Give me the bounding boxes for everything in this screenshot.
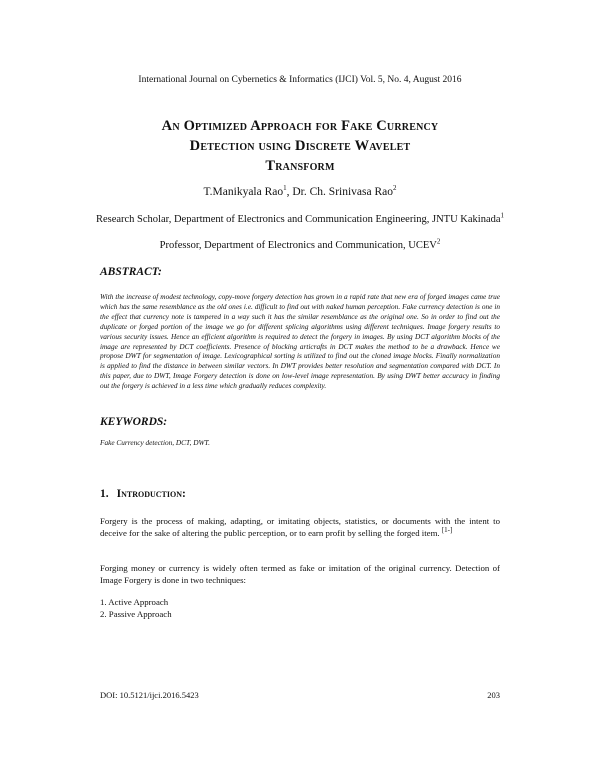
author-2-affiliation-mark: 2 bbox=[393, 184, 397, 193]
intro-paragraph-2: Forging money or currency is widely often termed as fake or imitation of the original currency. Detection of Image Forgery is done in two techniques: bbox=[100, 563, 500, 585]
title-line-1: An Optimized Approach for Fake Currency bbox=[161, 118, 439, 134]
title-line-3: Transform bbox=[265, 158, 335, 174]
page-number: 203 bbox=[487, 690, 500, 700]
section-number: 1. bbox=[100, 488, 109, 500]
approach-list bbox=[100, 597, 500, 620]
paper-title bbox=[60, 116, 540, 176]
list-item: 2. Passive Approach bbox=[100, 608, 172, 619]
title-line-2: Detection using Discrete Wavelet bbox=[189, 138, 411, 154]
affiliation-1-mark: 1 bbox=[500, 211, 505, 220]
keywords-heading: KEYWORDS: bbox=[100, 416, 168, 428]
affiliation-2-text: Professor, Department of Electronics and Communication, UCEV bbox=[159, 240, 437, 251]
affiliation-2 bbox=[90, 239, 510, 252]
intro-paragraph-1-text: Forgery is the process of making, adapting, or imitating objects, statistics, or documents with the intent to deceive for the sake of altering the public perception, or to earn profit by selling the forged item. bbox=[100, 516, 500, 538]
affiliation-1-text: Research Scholar, Department of Electronics and Communication Engineering, JNTU Kakinada bbox=[95, 214, 501, 225]
intro-paragraph-1 bbox=[100, 516, 500, 539]
author-1: T.Manikyala Rao bbox=[203, 186, 284, 198]
list-item: 1. Active Approach bbox=[100, 597, 169, 607]
citation-ref: [1-] bbox=[441, 525, 453, 534]
abstract-heading: ABSTRACT: bbox=[100, 266, 162, 278]
author-2: Dr. Ch. Srinivasa Rao bbox=[292, 186, 393, 198]
journal-header: International Journal on Cybernetics & Informatics (IJCI) Vol. 5, No. 4, August 2016 bbox=[138, 75, 462, 85]
footer-doi: DOI: 10.5121/ijci.2016.5423 bbox=[100, 690, 199, 700]
keywords-body: Fake Currency detection, DCT, DWT. bbox=[100, 438, 210, 447]
author-1-affiliation-mark: 1 bbox=[283, 184, 287, 193]
author-separator: , bbox=[286, 186, 293, 198]
affiliation-2-mark: 2 bbox=[436, 237, 441, 246]
abstract-body: With the increase of modest technology, copy-move forgery detection has grown in a rapid rate that new era of forged images came true which has the same resemblance as the old ones i.e. difficult to find out with naked human perception. Fake currency detection is one in the effect that currency note is tampered in a way such it has the similar resemblance as the original one. So in order to find out the duplicate or forged portion of the image we go for different splicing algorithms using different techniques. Image forgery results to various security issues. Hence an efficient algorithm is required to detect the forgery in images. By using DCT algorithm blocks of the image are represented by DCT coefficients. Presence of blocking articrafts in DCT makes the method to be a drawback. Hence we propose DWT for segmentation of image. Lexicographical sorting is utilized to find out the cloned image blocks. Finally normalization is applied to find the distance in between similar vectors. In DWT provides better resolution and segmentation compared with DCT. In this paper, due to DWT, Image Forgery detection is done on low-level image representation. By using DWT better accuracy in finding out the forgery is achieved in a less time which gradually reduces complexity. bbox=[100, 292, 500, 391]
author-list bbox=[0, 186, 600, 198]
introduction-heading bbox=[100, 488, 186, 500]
affiliation-1 bbox=[90, 213, 510, 226]
section-title: Introduction: bbox=[116, 488, 186, 500]
